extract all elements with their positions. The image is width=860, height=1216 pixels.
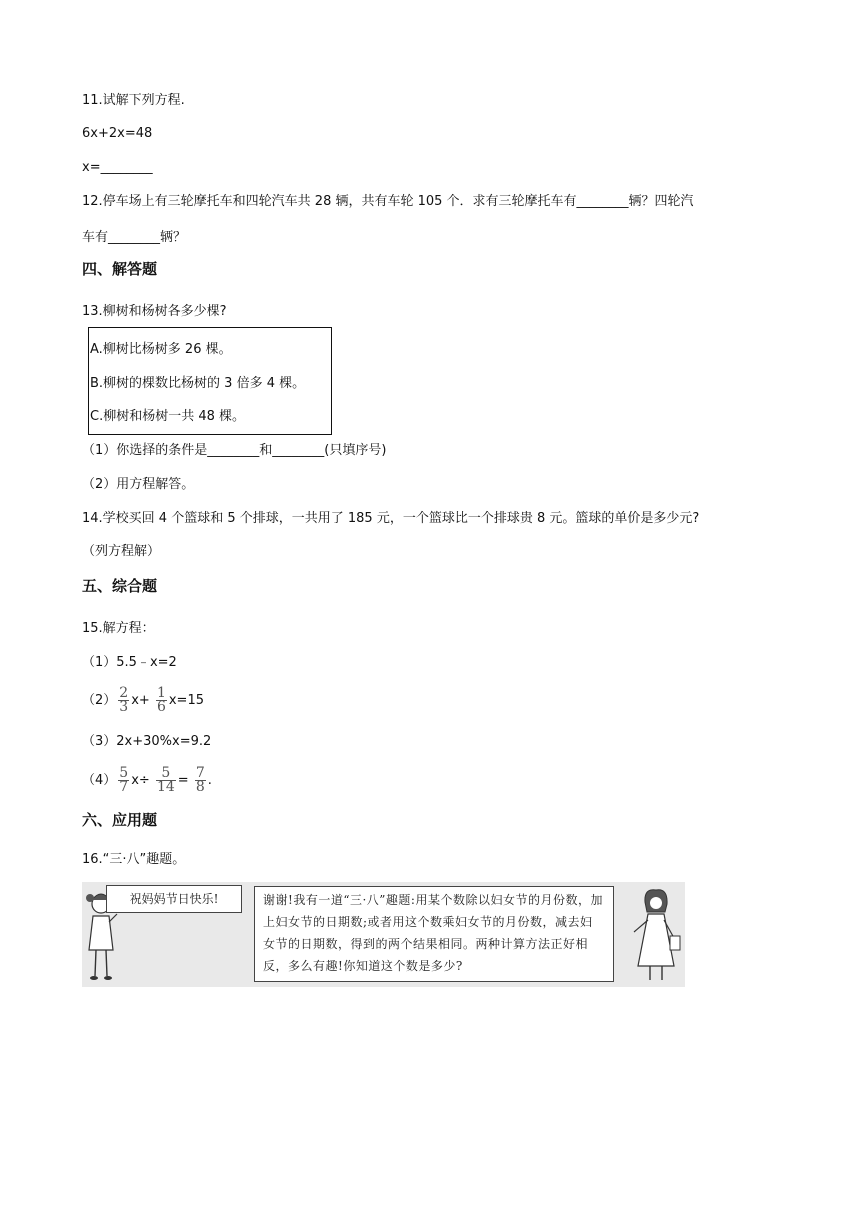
q11-answer: x=________ xyxy=(82,160,153,175)
fraction-one-sixth: $\frac{1}{6}$ xyxy=(156,685,166,715)
mother-figure-icon xyxy=(630,888,682,984)
q13-title: 13.柳树和杨树各多少棵? xyxy=(82,304,227,319)
q15-part1: （1）5.5﹣x=2 xyxy=(82,655,177,670)
speech-bubble-girl xyxy=(106,885,242,913)
condition-c: C.柳树和杨树一共 48 棵。 xyxy=(90,409,246,424)
section-heading-5: 五、综合题 xyxy=(82,577,158,595)
part2-prefix: （2） xyxy=(82,693,117,708)
q14-line2: （列方程解） xyxy=(82,544,161,559)
section-heading-6: 六、应用题 xyxy=(82,811,158,829)
part2-suffix: x=15 xyxy=(168,693,204,708)
fraction-two-thirds: $\frac{2}{3}$ xyxy=(119,685,129,715)
q15-part4 xyxy=(82,762,212,800)
condition-a: A.柳树比杨树多 26 棵。 xyxy=(90,342,232,357)
q15-title: 15.解方程： xyxy=(82,621,155,636)
bubble-girl-text: 祝妈妈节日快乐! xyxy=(129,892,219,906)
part2-mid: x+ xyxy=(131,693,150,708)
q15-part2 xyxy=(82,682,204,720)
bubble-mother-text: 谢谢!我有一道“三·八”趣题:用某个数除以妇女节的月份数，加上妇女节的日期数;或者用这个数乘妇女节的月份数，减去妇女节的日期数，得到的两个结果相同。两种计算方法正好相反，多么有趣!你知道这个数是多少? xyxy=(263,893,603,973)
part4-prefix: （4） xyxy=(82,773,117,788)
conditions-box xyxy=(88,327,332,435)
q13-sub2: （2）用方程解答。 xyxy=(82,477,195,492)
q12-line2: 车有________辆？ xyxy=(82,230,187,245)
fraction-five-fourteenths: $\frac{5}{14}$ xyxy=(156,765,175,795)
fraction-seven-eighths: $\frac{7}{8}$ xyxy=(195,765,205,795)
part4-mid: x÷ xyxy=(131,773,150,788)
comic-illustration xyxy=(82,882,685,987)
q12-line1: 12.停车场上有三轮摩托车和四轮汽车共 28 辆，共有车轮 105 个．求有三轮摩托车有________辆？四轮汽 xyxy=(82,194,694,209)
q14-line1: 14.学校买回 4 个篮球和 5 个排球，一共用了 185 元，一个篮球比一个排球贵 8 元。篮球的单价是多少元? xyxy=(82,511,700,526)
part4-eq: = xyxy=(177,773,189,788)
q15-part3: （3）2x+30%x=9.2 xyxy=(82,734,212,749)
fraction-five-sevenths: $\frac{5}{7}$ xyxy=(119,765,129,795)
q11-title: 11.试解下列方程. xyxy=(82,93,185,108)
q11-equation: 6x+2x=48 xyxy=(82,126,153,141)
section-heading-4: 四、解答题 xyxy=(82,260,158,278)
q16-title: 16.“三·八”趣题。 xyxy=(82,852,186,867)
speech-bubble-mother xyxy=(254,886,614,982)
q13-sub1: （1）你选择的条件是________和________(只填序号) xyxy=(82,443,387,458)
part4-suffix: . xyxy=(207,773,212,788)
condition-b: B.柳树的棵数比杨树的 3 倍多 4 棵。 xyxy=(90,376,306,391)
